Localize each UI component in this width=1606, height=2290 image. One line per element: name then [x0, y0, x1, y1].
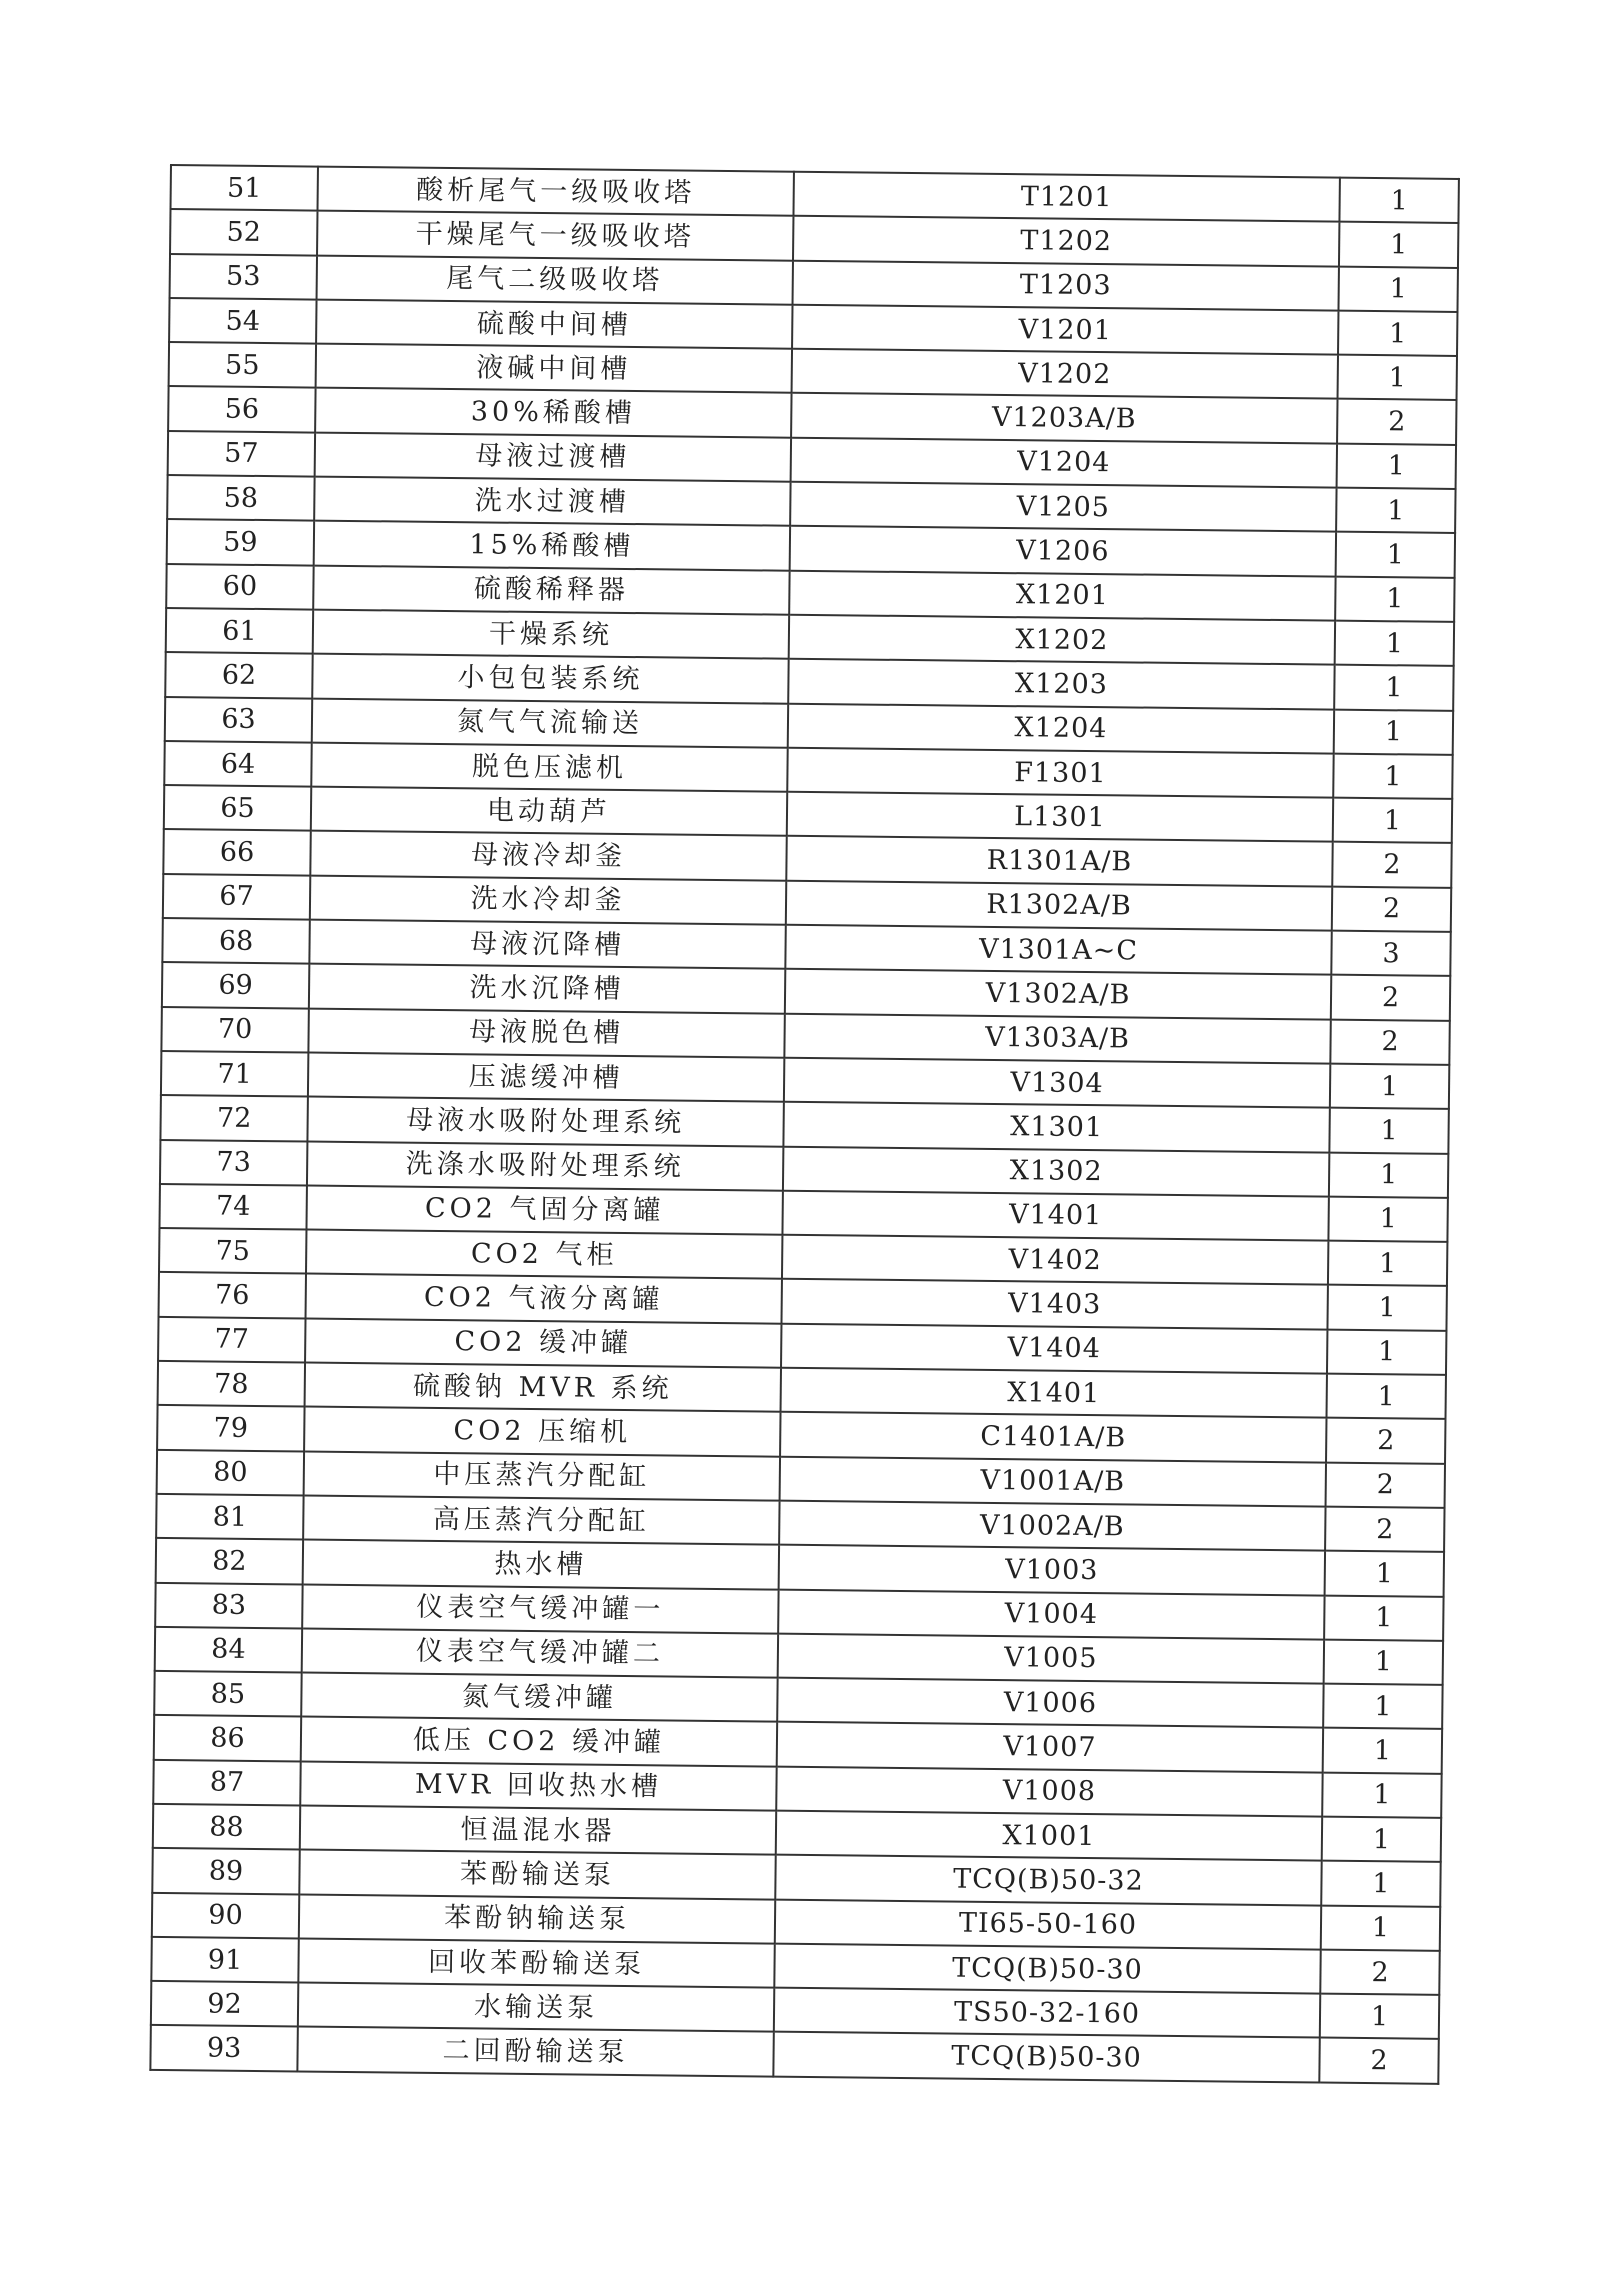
cell-quantity: 2 — [1332, 842, 1451, 888]
cell-quantity: 1 — [1328, 1196, 1447, 1242]
cell-number: 69 — [162, 962, 309, 1008]
cell-number: 59 — [167, 519, 314, 565]
cell-number: 56 — [168, 386, 315, 432]
cell-model: V1203A/B — [791, 393, 1337, 443]
cell-number: 57 — [168, 431, 315, 477]
cell-equipment-name: 水输送泵 — [298, 1983, 774, 2032]
cell-quantity: 1 — [1333, 753, 1452, 799]
cell-quantity: 1 — [1333, 798, 1452, 844]
cell-quantity: 2 — [1326, 1418, 1445, 1464]
cell-number: 52 — [170, 209, 317, 255]
cell-equipment-name: 干燥尾气一级吸收塔 — [317, 211, 793, 260]
cell-quantity: 1 — [1338, 311, 1457, 357]
cell-model: X1202 — [789, 615, 1335, 665]
cell-quantity: 1 — [1327, 1329, 1446, 1375]
cell-equipment-name: CO2 缓冲罐 — [305, 1318, 781, 1367]
cell-equipment-name: 液碱中间槽 — [316, 344, 792, 393]
cell-equipment-name: CO2 气固分离罐 — [306, 1185, 782, 1234]
cell-quantity: 1 — [1329, 1152, 1448, 1198]
cell-equipment-name: 洗水冷却釜 — [310, 875, 786, 924]
cell-quantity: 2 — [1331, 975, 1450, 1021]
cell-quantity: 1 — [1339, 178, 1458, 224]
cell-number: 65 — [164, 785, 311, 831]
cell-number: 68 — [162, 918, 309, 964]
cell-quantity: 2 — [1330, 1019, 1449, 1065]
cell-quantity: 1 — [1323, 1728, 1442, 1774]
cell-quantity: 1 — [1330, 1064, 1449, 1110]
cell-equipment-name: 硫酸稀释器 — [313, 565, 789, 614]
cell-equipment-name: 小包包装系统 — [312, 654, 788, 703]
cell-model: TCQ(B)50-30 — [773, 2032, 1319, 2082]
cell-quantity: 1 — [1321, 1905, 1440, 1951]
cell-model: C1401A/B — [780, 1412, 1326, 1462]
cell-equipment-name: 苯酚输送泵 — [299, 1850, 775, 1899]
cell-equipment-name: 酸析尾气一级吸收塔 — [318, 167, 794, 216]
cell-quantity: 1 — [1336, 532, 1455, 578]
cell-equipment-name: 硫酸中间槽 — [316, 299, 792, 348]
cell-quantity: 1 — [1326, 1374, 1445, 1420]
cell-model: R1301A/B — [786, 836, 1332, 886]
cell-model: V1002A/B — [779, 1501, 1325, 1551]
cell-equipment-name: 回收苯酚输送泵 — [298, 1938, 774, 1987]
cell-number: 78 — [158, 1361, 305, 1407]
cell-quantity: 2 — [1325, 1506, 1444, 1552]
cell-model: V1204 — [791, 438, 1337, 488]
cell-model: V1206 — [790, 526, 1336, 576]
equipment-table-body — [150, 165, 1459, 2084]
cell-quantity: 2 — [1337, 399, 1456, 445]
cell-model: T1202 — [793, 216, 1339, 266]
cell-number: 77 — [158, 1317, 305, 1363]
cell-model: T1203 — [793, 260, 1339, 310]
cell-model: V1304 — [784, 1058, 1330, 1108]
cell-model: TI65-50-160 — [775, 1899, 1321, 1949]
cell-quantity: 1 — [1321, 1861, 1440, 1907]
cell-quantity: 1 — [1336, 488, 1455, 534]
cell-model: L1301 — [787, 792, 1333, 842]
cell-number: 62 — [165, 652, 312, 698]
cell-quantity: 2 — [1326, 1462, 1445, 1508]
cell-model: V1003 — [779, 1545, 1325, 1595]
cell-equipment-name: 母液过渡槽 — [315, 432, 791, 481]
cell-model: V1302A/B — [785, 969, 1331, 1019]
cell-model: X1301 — [783, 1102, 1329, 1152]
cell-model: V1402 — [782, 1235, 1328, 1285]
cell-number: 64 — [164, 741, 311, 787]
cell-quantity: 1 — [1335, 576, 1454, 622]
cell-equipment-name: 恒温混水器 — [300, 1805, 776, 1854]
cell-number: 51 — [171, 165, 318, 211]
cell-number: 66 — [163, 829, 310, 875]
cell-number: 76 — [159, 1272, 306, 1318]
cell-quantity: 1 — [1322, 1772, 1441, 1818]
cell-number: 60 — [166, 564, 313, 610]
cell-number: 91 — [151, 1937, 298, 1983]
cell-model: V1008 — [776, 1766, 1322, 1816]
cell-model: X1201 — [789, 570, 1335, 620]
cell-quantity: 1 — [1338, 355, 1457, 401]
cell-number: 70 — [161, 1007, 308, 1053]
cell-number: 53 — [170, 254, 317, 300]
cell-equipment-name: 洗水过渡槽 — [314, 477, 790, 526]
cell-model: X1203 — [788, 659, 1334, 709]
cell-quantity: 1 — [1339, 222, 1458, 268]
cell-equipment-name: 母液沉降槽 — [309, 920, 785, 969]
cell-model: V1301A~C — [785, 925, 1331, 975]
cell-equipment-name: 30%稀酸槽 — [315, 388, 791, 437]
cell-equipment-name: 15%稀酸槽 — [314, 521, 790, 570]
cell-model: X1001 — [776, 1811, 1322, 1861]
cell-equipment-name: 脱色压滤机 — [311, 742, 787, 791]
cell-model: V1001A/B — [780, 1456, 1326, 1506]
cell-model: TS50-32-160 — [774, 1988, 1320, 2038]
cell-quantity: 2 — [1320, 1949, 1439, 1995]
cell-number: 72 — [160, 1095, 307, 1141]
cell-model: TCQ(B)50-32 — [775, 1855, 1321, 1905]
cell-quantity: 1 — [1328, 1241, 1447, 1287]
cell-quantity: 1 — [1325, 1551, 1444, 1597]
cell-equipment-name: 中压蒸汽分配缸 — [304, 1451, 780, 1500]
cell-number: 75 — [159, 1228, 306, 1274]
cell-quantity: 1 — [1338, 266, 1457, 312]
cell-equipment-name: 压滤缓冲槽 — [308, 1052, 784, 1101]
cell-number: 90 — [152, 1892, 299, 1938]
cell-equipment-name: 干燥系统 — [313, 610, 789, 659]
cell-model: R1302A/B — [786, 880, 1332, 930]
cell-equipment-name: 洗水沉降槽 — [309, 964, 785, 1013]
cell-equipment-name: 母液水吸附处理系统 — [307, 1097, 783, 1146]
cell-quantity: 1 — [1335, 621, 1454, 667]
cell-equipment-name: 苯酚钠输送泵 — [299, 1894, 775, 1943]
cell-equipment-name: 仪表空气缓冲罐一 — [302, 1584, 778, 1633]
cell-quantity: 2 — [1332, 886, 1451, 932]
cell-number: 89 — [152, 1848, 299, 1894]
cell-equipment-name: 仪表空气缓冲罐二 — [302, 1628, 778, 1677]
cell-model: X1204 — [788, 703, 1334, 753]
cell-model: V1202 — [792, 349, 1338, 399]
cell-model: X1302 — [783, 1146, 1329, 1196]
cell-quantity: 2 — [1319, 2038, 1438, 2084]
cell-quantity: 3 — [1331, 931, 1450, 977]
cell-quantity: 1 — [1320, 1994, 1439, 2040]
cell-number: 92 — [151, 1981, 298, 2027]
cell-number: 58 — [167, 475, 314, 521]
cell-model: V1404 — [781, 1323, 1327, 1373]
cell-number: 71 — [161, 1051, 308, 1097]
cell-equipment-name: 氮气气流输送 — [312, 698, 788, 747]
cell-model: V1006 — [777, 1678, 1323, 1728]
cell-number: 85 — [154, 1671, 301, 1717]
cell-number: 88 — [153, 1804, 300, 1850]
cell-quantity: 1 — [1324, 1639, 1443, 1685]
cell-number: 61 — [166, 608, 313, 654]
cell-quantity: 1 — [1327, 1285, 1446, 1331]
cell-model: X1401 — [781, 1368, 1327, 1418]
cell-quantity: 1 — [1324, 1595, 1443, 1641]
cell-model: V1205 — [790, 482, 1336, 532]
cell-model: TCQ(B)50-30 — [774, 1944, 1320, 1994]
cell-equipment-name: 洗涤水吸附处理系统 — [307, 1141, 783, 1190]
cell-number: 73 — [160, 1139, 307, 1185]
cell-equipment-name: 氮气缓冲罐 — [301, 1673, 777, 1722]
cell-model: V1201 — [792, 305, 1338, 355]
cell-equipment-name: 母液冷却釜 — [310, 831, 786, 880]
cell-model: V1401 — [782, 1191, 1328, 1241]
cell-quantity: 1 — [1329, 1108, 1448, 1154]
cell-number: 63 — [165, 697, 312, 743]
cell-number: 83 — [155, 1582, 302, 1628]
cell-quantity: 1 — [1322, 1817, 1441, 1863]
cell-equipment-name: 尾气二级吸收塔 — [317, 255, 793, 304]
cell-number: 87 — [153, 1760, 300, 1806]
cell-equipment-name: 电动葫芦 — [311, 787, 787, 836]
cell-number: 86 — [154, 1715, 301, 1761]
cell-equipment-name: CO2 气液分离罐 — [306, 1274, 782, 1323]
cell-number: 80 — [157, 1450, 304, 1496]
cell-model: V1005 — [778, 1633, 1324, 1683]
cell-equipment-name: 硫酸钠 MVR 系统 — [305, 1363, 781, 1412]
cell-quantity: 1 — [1334, 665, 1453, 711]
cell-equipment-name: 低压 CO2 缓冲罐 — [301, 1717, 777, 1766]
cell-model: V1004 — [778, 1589, 1324, 1639]
equipment-table — [149, 164, 1460, 2085]
cell-equipment-name: CO2 压缩机 — [304, 1407, 780, 1456]
cell-equipment-name: 二回酚输送泵 — [297, 2027, 773, 2076]
cell-equipment-name: MVR 回收热水槽 — [300, 1761, 776, 1810]
cell-equipment-name: CO2 气柜 — [306, 1230, 782, 1279]
cell-model: V1403 — [781, 1279, 1327, 1329]
cell-number: 67 — [163, 874, 310, 920]
cell-number: 54 — [169, 298, 316, 344]
cell-model: V1303A/B — [784, 1013, 1330, 1063]
cell-equipment-name: 高压蒸汽分配缸 — [303, 1495, 779, 1544]
cell-model: V1007 — [777, 1722, 1323, 1772]
cell-equipment-name: 母液脱色槽 — [308, 1008, 784, 1057]
cell-number: 81 — [156, 1494, 303, 1540]
cell-number: 82 — [156, 1538, 303, 1584]
cell-number: 84 — [155, 1627, 302, 1673]
cell-model: F1301 — [787, 748, 1333, 798]
cell-equipment-name: 热水槽 — [303, 1540, 779, 1589]
cell-number: 93 — [150, 2025, 297, 2071]
cell-number: 79 — [157, 1405, 304, 1451]
cell-number: 55 — [169, 342, 316, 388]
cell-quantity: 1 — [1323, 1684, 1442, 1730]
cell-number: 74 — [159, 1184, 306, 1230]
cell-quantity: 1 — [1337, 443, 1456, 489]
cell-model: T1201 — [793, 172, 1339, 222]
cell-quantity: 1 — [1334, 709, 1453, 755]
